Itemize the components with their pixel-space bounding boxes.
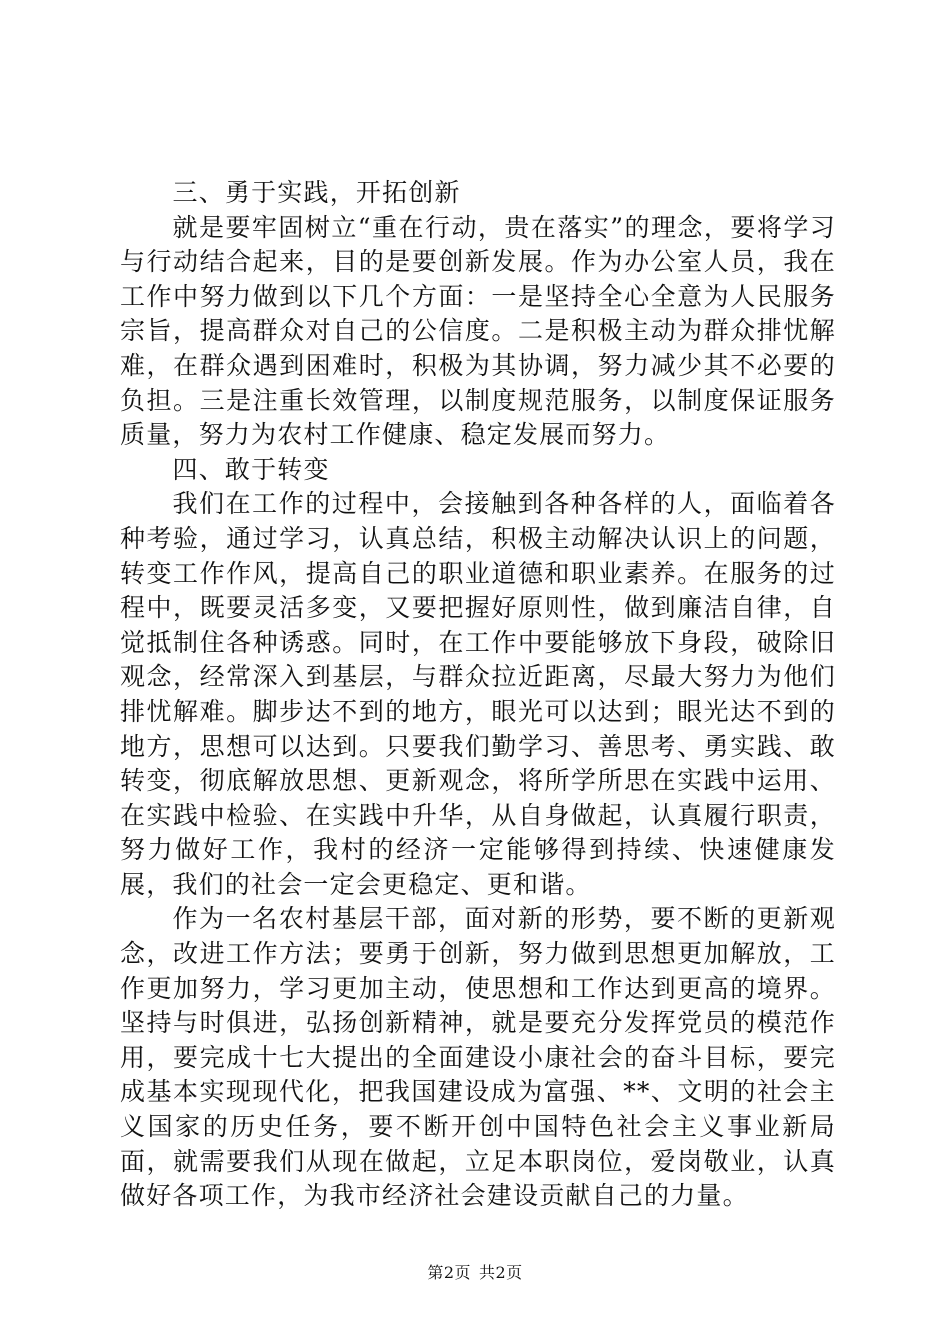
section-heading-4: 四、敢于转变 [172, 454, 330, 484]
body-paragraph-1: 就是要牢固树立“重在行动，贵在落实”的理念，要将学习与行动结合起来，目的是要创新发展。作为办公室人员，我在工作中努力做到以下几个方面：一是坚持全心全意为人民服务宗旨，提高群众对自己的公信度。二是积极主动为群众排忧解难，在群众遇到困难时，积极为其协调，努力减少其不必要的负担。三是注重长效管理，以制度规范服务，以制度保证服务质量，努力为农村工作健康、稳定发展而努力。 [120, 212, 836, 450]
page-footer [0, 1263, 950, 1283]
section-heading-3: 三、勇于实践，开拓创新 [172, 178, 461, 207]
document-body [120, 176, 836, 1214]
page-number-total: 共2页 [479, 1263, 523, 1282]
body-paragraph-3: 作为一名农村基层干部，面对新的形势，要不断的更新观念，改进工作方法；要勇于创新，努力做到思想更加解放，工作更加努力，学习更加主动，使思想和工作达到更高的境界。坚持与时俱进，弘扬创新精神，就是要充分发挥党员的模范作用，要完成十七大提出的全面建设小康社会的奋斗目标，要完成基本实现现代化，把我国建设成为富强、**、文明的社会主义国家的历史任务，要不断开创中国特色社会主义事业新局面，就需要我们从现在做起，立足本职岗位，爱岗敬业，认真做好各项工作，为我市经济社会建设贡献自己的力量。 [120, 904, 836, 1211]
body-paragraph-2: 我们在工作的过程中，会接触到各种各样的人，面临着各种考验，通过学习，认真总结，积极主动解决认识上的问题，转变工作作风，提高自己的职业道德和职业素养。在服务的过程中，既要灵活多变，又要把握好原则性，做到廉洁自律，自觉抵制住各种诱惑。同时，在工作中要能够放下身段，破除旧观念，经常深入到基层，与群众拉近距离，尽最大努力为他们排忧解难。脚步达不到的地方，眼光可以达到；眼光达不到的地方，思想可以达到。只要我们勤学习、善思考、勇实践、敢转变，彻底解放思想、更新观念，将所学所思在实践中运用、在实践中检验、在实践中升华，从自身做起，认真履行职责，努力做好工作，我村的经济一定能够得到持续、快速健康发展，我们的社会一定会更稳定、更和谐。 [120, 489, 836, 899]
page-number-current: 第2页 [427, 1263, 471, 1282]
